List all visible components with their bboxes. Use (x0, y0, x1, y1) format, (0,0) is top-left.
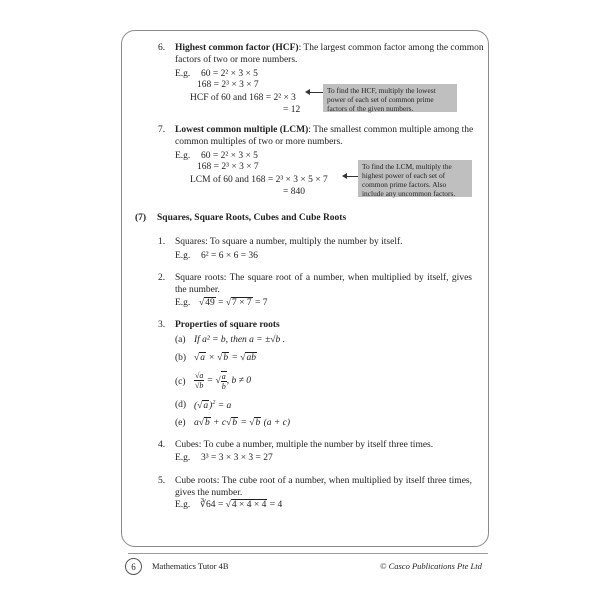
squares-text: Squares: To square a number, multiply the number by itself. (175, 237, 403, 247)
cuberoots-example-product: 4 × 4 × 4 (231, 500, 267, 510)
lcm-note-arrow (346, 176, 358, 177)
hcf-eq4: = 12 (283, 105, 301, 115)
prop-c-label: (c) (175, 377, 186, 387)
cuberoots-text: Cube roots: The cube root of a number, when multiplied by itself three times, gives the number. (175, 476, 472, 498)
hcf-eq3: HCF of 60 and 168 = 2² × 3 (190, 93, 296, 103)
props-number: 3. (158, 320, 166, 330)
hcf-note: To find the HCF, multiply the lowest power of each set of common prime factors of the given numbers. (323, 84, 457, 112)
cuberoots-eg: E.g. (175, 500, 191, 510)
props-title: Properties of square roots (175, 320, 280, 330)
section-number: (7) (135, 213, 147, 223)
prop-c-condition: , b ≠ 0 (226, 376, 251, 386)
footer-divider (128, 553, 488, 554)
lcm-note: To find the LCM, multiply the highest power of each set of common prime factors. Also include any uncommon factors. (358, 160, 472, 197)
lcm-eg: E.g. (175, 151, 191, 161)
lcm-definition-line2: common multiples of two or more numbers. (175, 137, 343, 147)
cuberoots-example-radicand: ∛64 (200, 500, 216, 510)
hcf-definition-line2: factors of two or more numbers. (175, 55, 298, 65)
lcm-eq4: = 840 (283, 187, 305, 197)
footer-publisher: © Casco Publications Pte Ltd (380, 561, 482, 571)
cuberoots-number: 5. (158, 476, 166, 486)
footer-book-title: Mathematics Tutor 4B (152, 561, 229, 571)
roots-example-radicand: 49 (205, 298, 215, 308)
lcm-eq1: 60 = 2² × 3 × 5 (201, 151, 258, 161)
squares-example: 6² = 6 × 6 = 36 (201, 251, 258, 261)
hcf-note-arrow (309, 92, 323, 93)
prop-b: √a × √b = √ab (194, 353, 256, 363)
cubes-number: 4. (158, 440, 166, 450)
hcf-def-text: : The largest common factor among the common (298, 43, 484, 53)
hcf-eq1: 60 = 2² × 3 × 5 (201, 69, 258, 79)
section-title: Squares, Square Roots, Cubes and Cube Roots (157, 213, 347, 223)
prop-e-factor: (a + c) (263, 418, 291, 428)
prop-c: $\frac{√a}{√b}$ = √ $\frac{a}{b}$ , b ≠ 0 (195, 371, 251, 391)
prop-d: $(√a)^2 = a$ (194, 400, 232, 412)
hcf-number: 6. (158, 43, 166, 53)
squares-eg: E.g. (175, 251, 191, 261)
lcm-eq2: 168 = 2³ × 3 × 7 (197, 162, 259, 172)
cuberoots-example: ∛64 = √4 × 4 × 4 = 4 (200, 500, 283, 510)
roots-example-result: = 7 (255, 298, 268, 308)
cubes-eg: E.g. (175, 453, 191, 463)
hcf-eg: E.g. (175, 69, 191, 79)
lcm-definition-line1 (175, 125, 473, 137)
squares-number: 1. (158, 237, 166, 247)
hcf-definition-line1 (175, 43, 484, 55)
prop-a-label: (a) (175, 335, 186, 345)
roots-text: Square roots: The square root of a number, when multiplied by itself, gives the number. (175, 273, 472, 295)
prop-d-result: = a (217, 401, 232, 412)
lcm-number: 7. (158, 125, 166, 135)
prop-e: a√b + c√b = √b (a + c) (194, 418, 291, 428)
hcf-term: Highest common factor (HCF) (175, 43, 299, 53)
roots-eg: E.g. (175, 298, 191, 308)
lcm-eq3: LCM of 60 and 168 = 2³ × 3 × 5 × 7 (190, 175, 328, 185)
cubes-text: Cubes: To cube a number, multiple the number by itself three times. (175, 440, 434, 450)
cubes-example: 3³ = 3 × 3 × 3 = 27 (201, 453, 273, 463)
roots-example: √49 = √7 × 7 = 7 (199, 298, 268, 308)
page-number: 6 (125, 558, 142, 575)
prop-e-label: (e) (175, 418, 186, 428)
roots-number: 2. (158, 273, 166, 283)
hcf-eq2: 168 = 2³ × 3 × 7 (197, 80, 259, 90)
cuberoots-example-result: = 4 (269, 500, 283, 510)
lcm-term: Lowest common multiple (LCM) (175, 125, 309, 135)
roots-example-product: 7 × 7 (232, 298, 252, 308)
prop-d-label: (d) (175, 400, 187, 410)
prop-a: If a² = b, then a = ±√b . (194, 335, 286, 345)
lcm-def-text: : The smallest common multiple among the (308, 125, 474, 135)
prop-b-label: (b) (175, 353, 187, 363)
